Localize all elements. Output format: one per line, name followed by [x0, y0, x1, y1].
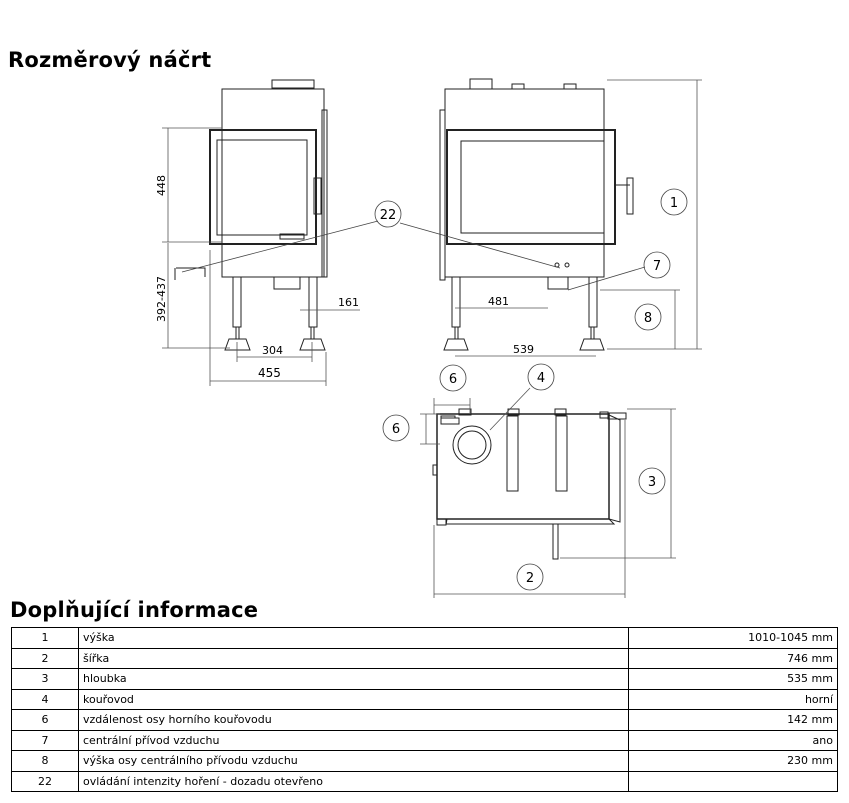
callout-circles [375, 189, 687, 590]
callout-6-top: 6 [448, 372, 458, 387]
cell-value: 142 mm [629, 710, 838, 731]
cell-label: vzdálenost osy horního kouřovodu [79, 710, 629, 731]
table-row [12, 710, 838, 731]
cell-value: 230 mm [629, 751, 838, 772]
cell-num: 8 [12, 751, 79, 772]
callout-6-side: 6 [391, 422, 401, 437]
table-row [12, 648, 838, 669]
front-view-dimensions [455, 80, 702, 356]
dim-448: 448 [155, 175, 168, 196]
info-title: Doplňující informace [10, 598, 259, 622]
cell-label: centrální přívod vzduchu [79, 730, 629, 751]
cell-num: 1 [12, 628, 79, 649]
table-row [12, 628, 838, 649]
cell-num: 2 [12, 648, 79, 669]
cell-value: horní [629, 689, 838, 710]
dim-304: 304 [262, 344, 283, 357]
cell-num: 7 [12, 730, 79, 751]
cell-value: 535 mm [629, 669, 838, 690]
cell-value: 746 mm [629, 648, 838, 669]
cell-num: 3 [12, 669, 79, 690]
cell-label: výška [79, 628, 629, 649]
cell-num: 22 [12, 771, 79, 792]
callout-8: 8 [643, 311, 653, 326]
callout-3: 3 [647, 475, 657, 490]
table-row [12, 771, 838, 792]
dim-161: 161 [338, 296, 359, 309]
sketch-title: Rozměrový náčrt [8, 48, 212, 72]
cell-label: hloubka [79, 669, 629, 690]
table-row [12, 689, 838, 710]
table-row [12, 730, 838, 751]
cell-label: výška osy centrálního přívodu vzduchu [79, 751, 629, 772]
callout-2: 2 [525, 571, 535, 586]
top-view-dimensions [420, 388, 676, 598]
cell-num: 6 [12, 710, 79, 731]
cell-num: 4 [12, 689, 79, 710]
info-table [11, 627, 838, 792]
dim-481: 481 [488, 295, 509, 308]
cell-value [629, 771, 838, 792]
table-row [12, 751, 838, 772]
cell-value: 1010-1045 mm [629, 628, 838, 649]
front-view [440, 79, 633, 350]
cell-label: kouřovod [79, 689, 629, 710]
cell-label: ovládání intenzity hoření - dozadu otevřeno [79, 771, 629, 792]
dim-539: 539 [513, 343, 534, 356]
top-view [433, 409, 626, 559]
cell-value: ano [629, 730, 838, 751]
callout-22: 22 [379, 208, 397, 223]
cell-label: šířka [79, 648, 629, 669]
side-view [175, 80, 327, 350]
callout-7: 7 [652, 259, 662, 274]
callout-4: 4 [536, 371, 546, 386]
callout-1: 1 [669, 196, 679, 211]
dim-392-437: 392-437 [155, 276, 168, 322]
table-row [12, 669, 838, 690]
leader-lines [182, 221, 645, 290]
dim-455: 455 [258, 366, 281, 380]
side-view-dimensions [162, 128, 360, 386]
